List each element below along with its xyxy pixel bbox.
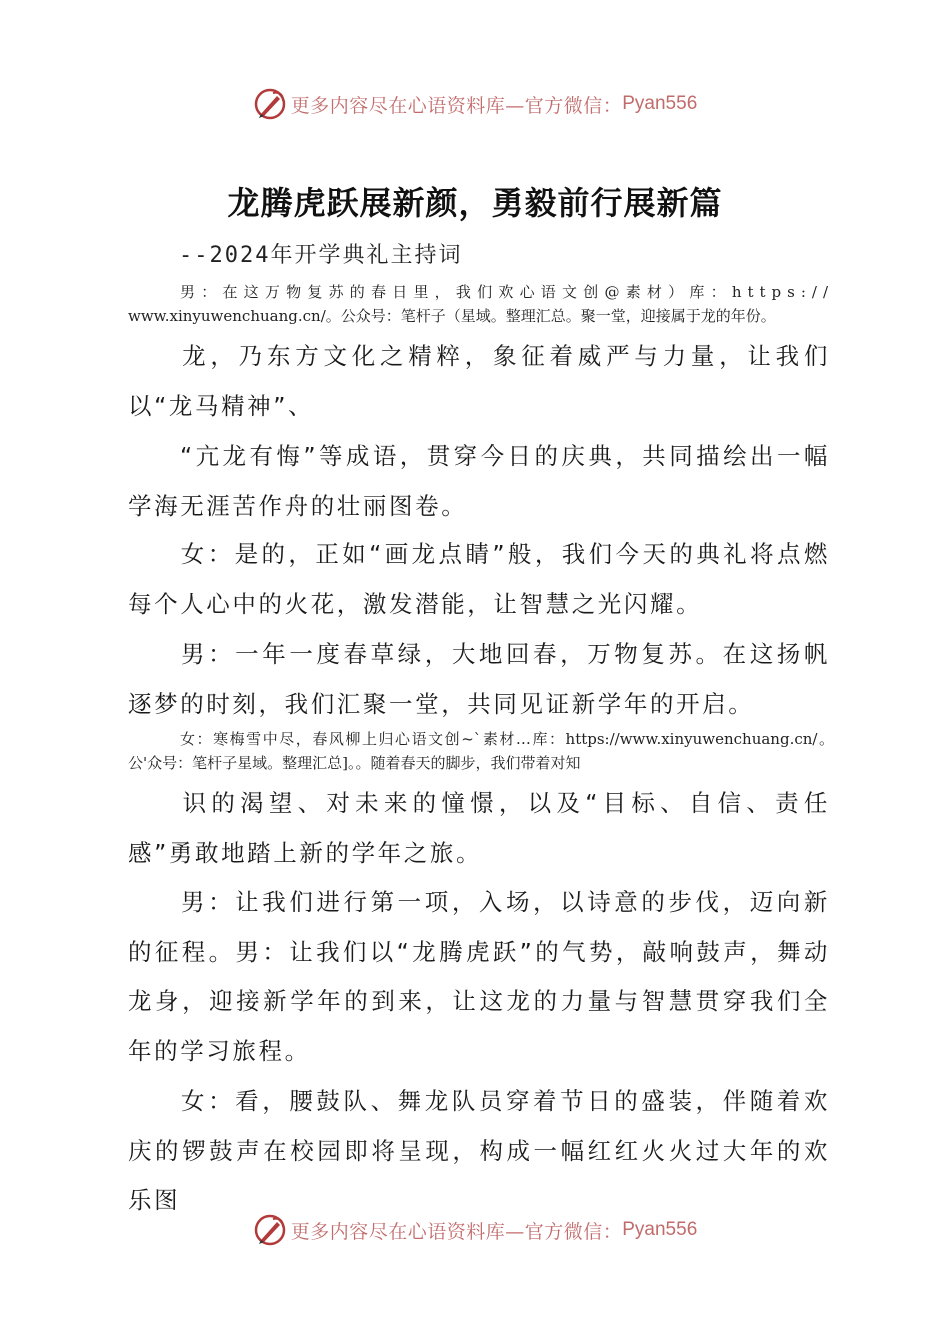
banner-text: 更多内容尽在心语资料库—官方微信： <box>290 94 623 117</box>
banner-wechat-id: Pyan556 <box>622 93 698 114</box>
small-note-1-line-2: www.xinyuwenchuang.cn/。公众号：笔杆子（星域。整理汇总。聚一堂，迎接属于龙的年份。 <box>128 307 776 325</box>
paragraph-1: 龙，乃东方文化之精粹，象征着威严与力量，让我们以“龙马精神”、 <box>128 342 830 420</box>
paragraph-7: 女：看，腰鼓队、舞龙队员穿着节日的盛装，伴随着欢庆的锣鼓声在校园即将呈现，构成一幅红红火火过大年的欢乐图 <box>128 1087 830 1214</box>
banner-wechat-id: Pyan556 <box>622 1219 698 1240</box>
small-note-2-line-2: 公'众号：笔杆子星域。整理汇总]。。随着春天的脚步，我们带着对知 <box>128 754 581 772</box>
banner-text: 更多内容尽在心语资料库—官方微信： <box>290 1220 623 1243</box>
small-note-2-line-1: 女：寒梅雪中尽，春风柳上归心语文创~`素材…库：https://www.xinyuwenchuang.cn/。 <box>180 730 834 748</box>
document-title: 龙腾虎跃展新颜，勇毅前行展新篇 <box>227 184 723 222</box>
small-note-2 <box>128 727 834 775</box>
paragraph-2: “亢龙有悔”等成语，贯穿今日的庆典，共同描绘出一幅学海无涯苦作舟的壮丽图卷。 <box>128 442 830 520</box>
paragraph-5: 识的渴望、对未来的憧憬，以及“目标、自信、责任感”勇敢地踏上新的学年之旅。 <box>128 789 830 867</box>
small-note-1 <box>128 280 834 328</box>
footer-watermark-banner <box>0 1210 950 1250</box>
pen-logo-icon <box>253 1213 287 1247</box>
small-note-1-line-1: 男：在这万物复苏的春日里，我们欢心语文创@素材）库：https:// <box>180 283 834 301</box>
paragraph-3: 女：是的，正如“画龙点睛”般，我们今天的典礼将点燃每个人心中的火花，激发潜能，让智慧之光闪耀。 <box>128 540 830 618</box>
header-watermark-banner <box>0 84 950 124</box>
paragraph-4: 男：一年一度春草绿，大地回春，万物复苏。在这扬帆逐梦的时刻，我们汇聚一堂，共同见证新学年的开启。 <box>128 640 830 718</box>
document-subtitle: --2024年开学典礼主持词 <box>179 243 463 268</box>
pen-logo-icon <box>253 87 287 121</box>
paragraph-6: 男：让我们进行第一项，入场，以诗意的步伐，迈向新的征程。男：让我们以“龙腾虎跃”的气势，敲响鼓声，舞动龙身，迎接新学年的到来，让这龙的力量与智慧贯穿我们全年的学习旅程。 <box>128 888 830 1065</box>
